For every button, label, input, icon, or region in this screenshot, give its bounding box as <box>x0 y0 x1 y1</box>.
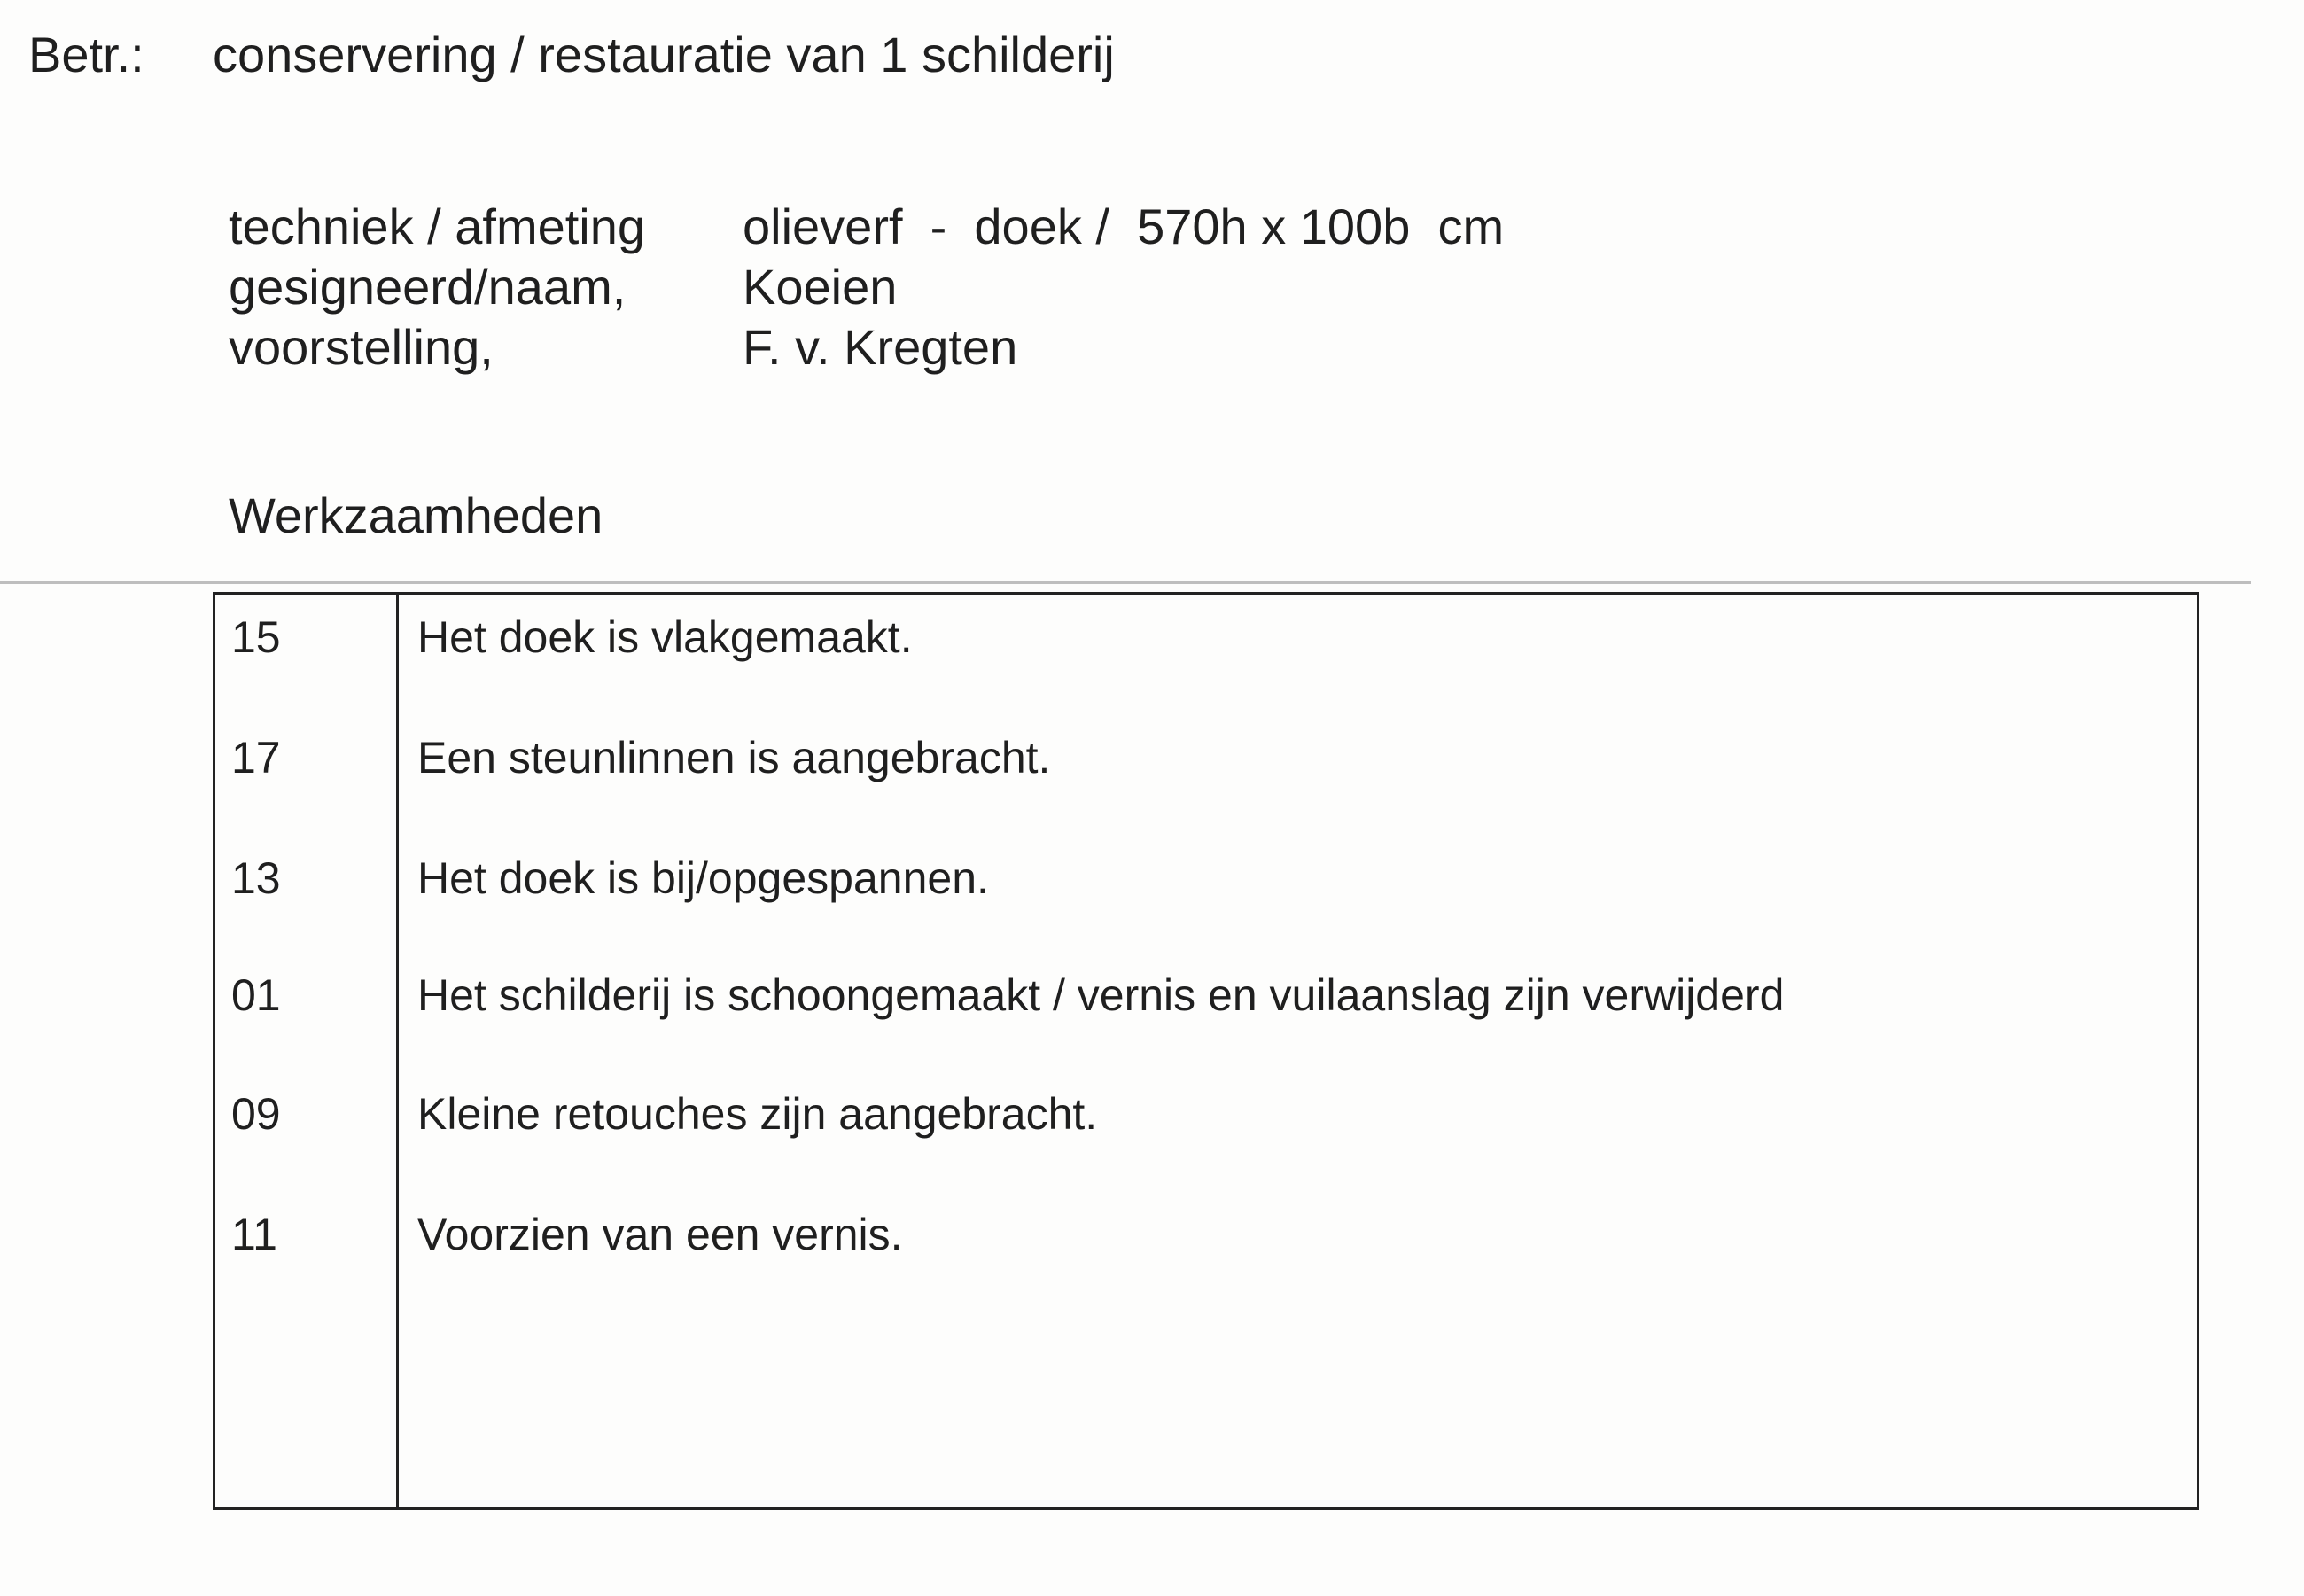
table-row <box>215 728 2197 788</box>
divider-line <box>0 581 2251 584</box>
table-row <box>215 1204 2197 1265</box>
work-code: 15 <box>231 612 281 662</box>
detail-label: voorstelling, <box>229 319 494 375</box>
subject-label: Betr.: <box>28 27 144 82</box>
work-code: 17 <box>231 733 281 782</box>
subject-value: conservering / restauratie van 1 schilderij <box>213 27 1115 82</box>
detail-label: gesigneerd/naam, <box>229 259 627 315</box>
detail-value: olieverf - doek / 570h x 100b cm <box>743 199 1505 254</box>
table-row <box>215 965 2197 1025</box>
table-row <box>215 1084 2197 1144</box>
work-code: 01 <box>231 970 281 1020</box>
work-code: 11 <box>231 1210 277 1259</box>
work-description: Een steunlinnen is aangebracht. <box>417 733 1051 782</box>
work-code: 13 <box>231 853 281 903</box>
detail-label: techniek / afmeting <box>229 199 646 254</box>
work-description: Het doek is vlakgemaakt. <box>417 612 913 662</box>
work-description: Voorzien van een vernis. <box>417 1210 903 1259</box>
work-code: 09 <box>231 1089 281 1139</box>
work-description: Het doek is bij/opgespannen. <box>417 853 989 903</box>
work-items-table <box>213 592 2199 1510</box>
work-description: Het schilderij is schoongemaakt / vernis en vuilaanslag zijn verwijderd <box>417 970 1785 1020</box>
detail-value: F. v. Kregten <box>743 319 1018 375</box>
detail-value: Koeien <box>743 259 898 315</box>
table-row <box>215 607 2197 667</box>
table-row <box>215 848 2197 908</box>
work-description: Kleine retouches zijn aangebracht. <box>417 1089 1098 1139</box>
section-heading: Werkzaamheden <box>229 487 603 543</box>
